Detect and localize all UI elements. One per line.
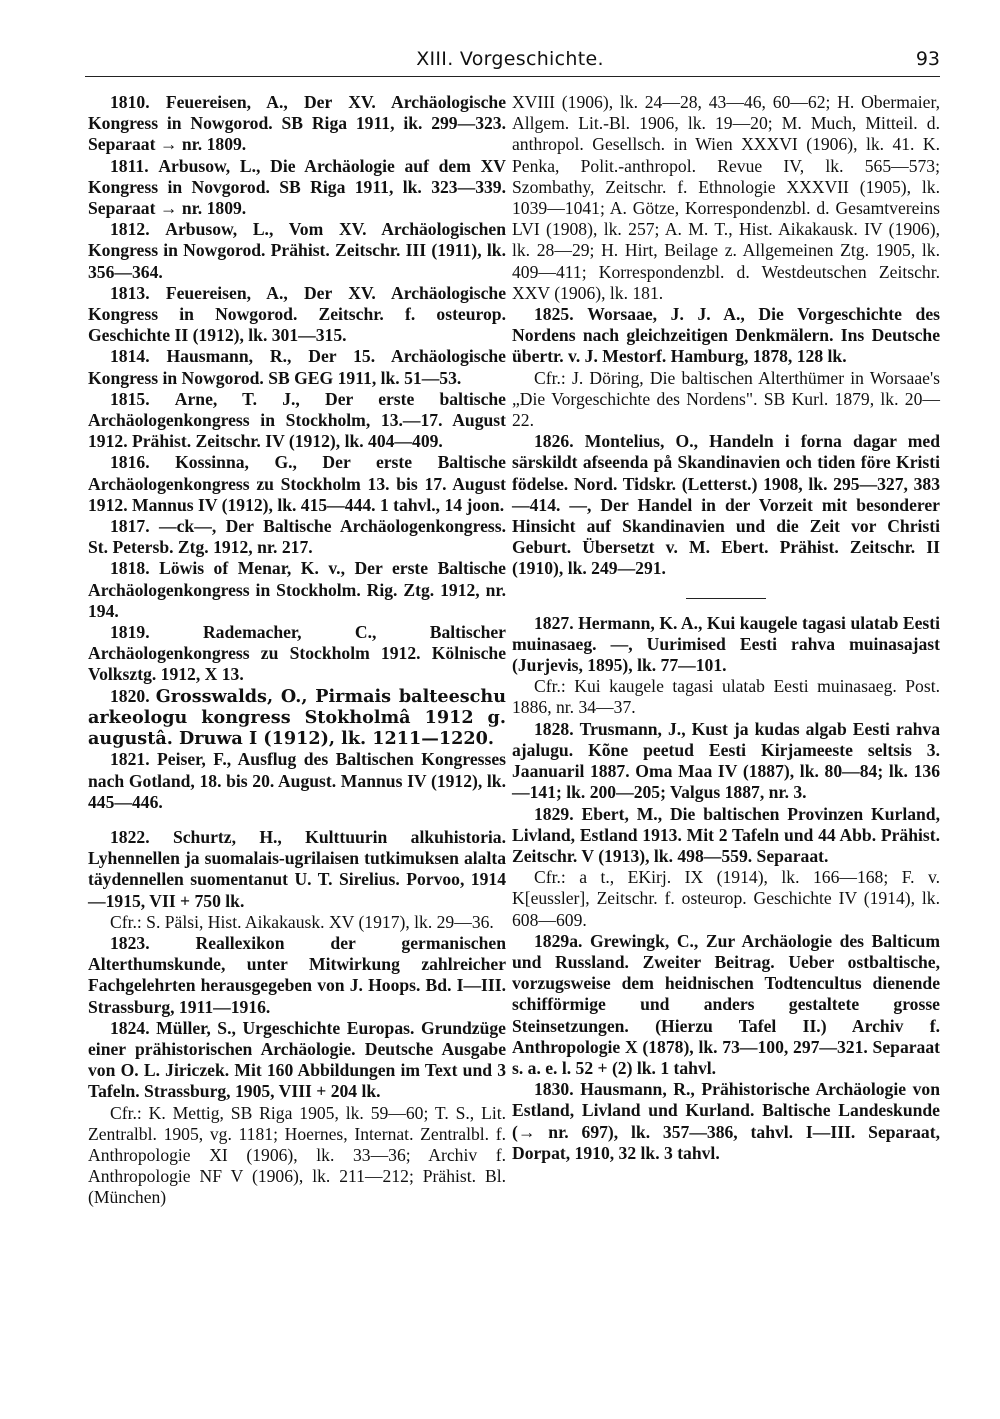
- entry-text: Feuereisen, A., Der XV. Archäologische Kongress in Nowgorod. SB Riga 1911, ik. 299—323. Separaat → nr. 1809.: [88, 92, 506, 155]
- bibliography-entry: [88, 933, 506, 1018]
- entry-number: 1823.: [110, 932, 150, 953]
- entry-number: 1824.: [110, 1017, 150, 1038]
- bibliography-entry: [512, 804, 940, 931]
- entry-number: 1825.: [534, 304, 574, 325]
- entry-number: 1829.: [534, 803, 574, 824]
- bibliography-entry: [88, 346, 506, 388]
- bibliography-entry: [512, 719, 940, 804]
- entry-text: Grosswalds, O., Pirmais balteeschu arkeologu kongress Stokholmâ 1912 g. augustâ. Druwa I (1912), lk. 1211—1220.: [88, 685, 506, 750]
- bibliography-entry: [88, 558, 506, 622]
- entry-text: Reallexikon der germanischen Alterthumskunde, unter Mitwirkung zahlreicher Fachgelehrten herausgegeben von J. Hoops. Bd. I—III. Strassburg, 1911—1916.: [88, 932, 506, 1017]
- entry-text: Löwis of Menar, K. v., Der erste Baltische Archäologenkongress in Stockholm. Rig. Ztg. 1912, nr. 194.: [88, 558, 506, 621]
- entry-number: 1827.: [534, 612, 574, 633]
- entry-number: 1816.: [110, 452, 150, 473]
- entry-number: 1813.: [110, 282, 150, 303]
- bibliography-entry: [512, 1079, 940, 1164]
- entry-text: Kossinna, G., Der erste Baltische Archäologenkongress zu Stockholm 13. bis 17. August 1912. Mannus IV (1912), lk. 415—444. 1 tahvl., 14 joon.: [88, 452, 506, 515]
- bibliography-entry: [512, 304, 940, 431]
- bibliography-entry: [88, 749, 506, 813]
- page-number: 93: [915, 48, 940, 70]
- entry-text: Rademacher, C., Baltischer Archäologenkongress zu Stockholm 1912. Kölnische Volksztg. 1912, X 13.: [88, 622, 506, 685]
- entry-number: 1817.: [110, 516, 150, 537]
- entry-text: Peiser, F., Ausflug des Baltischen Kongresses nach Gotland, 18. bis 20. August. Mannus IV (1912), lk. 445—446.: [88, 749, 506, 812]
- entry-number: 1821.: [110, 749, 150, 770]
- entry-number: 1829a.: [534, 930, 583, 951]
- entry-text: Arne, T. J., Der erste baltische Archäologenkongress in Stockholm, 13.—17. August 1912. Prähist. Zeitschr. IV (1912), lk. 404—409.: [88, 388, 506, 452]
- entry-text: Worsaae, J. J. A., Die Vorgeschichte des Nordens nach gleichzeitigen Denkmälern. Ins Deutsche übertr. v. J. Mestorf. Hamburg, 1878, 128 lk.: [512, 304, 941, 367]
- entry-number: 1818.: [110, 558, 150, 579]
- header-rule: [85, 76, 940, 77]
- entry-number: 1826.: [534, 431, 574, 452]
- entry-text: Ebert, M., Die baltischen Provinzen Kurland, Livland, Estland 1913. Mit 2 Tafeln und 44 Abb. Prähist. Zeitschr. V (1913), lk. 498—559. Separaat.: [512, 803, 940, 866]
- bibliography-entry: [88, 389, 506, 453]
- entry-text: Arbusow, L., Vom XV. Archäologischen Kongress in Nowgorod. Prähist. Zeitschr. III (1911), lk. 356—364.: [88, 219, 506, 282]
- entry-text: Grewingk, C., Zur Archäologie des Balticum und Russland. Zweiter Beitrag. Ueber ostbaltische, vorzugsweise dem heidnischen Todtencultus dienende schifförmige und anders gestaltete grosse Steinsetzungen. (Hierzu Tafel II.) Archiv f. Anthropologie X (1878), lk. 73—100, 297—321. Separaat s. a. e. l. 52 + (2) lk. 1 tahvl.: [512, 930, 940, 1078]
- entry-text: Trusmann, J., Kust ja kudas algab Eesti rahva ajalugu. Kõne peetud Eesti Kirjameeste seltsis 3. Jaanuaril 1887. Oma Maa IV (1887), lk. 80—84; lk. 136—141; lk. 200—205; Valgus 1887, nr. 3.: [512, 718, 940, 803]
- entry-cross-reference: Cfr.: J. Döring, Die baltischen Alterthümer in Worsaae's „Die Vorgeschichte des Nordens". SB Kurl. 1879, lk. 20—22.: [512, 367, 940, 431]
- entry-cross-reference: Cfr.: K. Mettig, SB Riga 1905, lk. 59—60; T. S., Lit. Zentralbl. 1905, vg. 1181; Hoernes, Internat. Zentralbl. f. Anthropologie XI (1906), lk. 33—36; Archiv f. Anthropologie NF V (1906), lk. 211—212; Prähist. Bl. (München): [88, 1102, 506, 1208]
- entry-text: Arbusow, L., Die Archäologie auf dem XV Kongress in Novgorod. SB Riga 1911, lk. 323—339. Separaat → nr. 1809.: [88, 155, 506, 219]
- entry-number: 1815.: [110, 388, 150, 409]
- entry-number: 1810.: [110, 92, 150, 112]
- entry-text: Müller, S., Urgeschichte Europas. Grundzüge einer prähistorischen Archäologie. Deutsche Ausgabe von O. L. Jiriczek. Mit 160 Abbildungen im Text und 3 Tafeln. Strassburg, 1905, VIII + 204 lk.: [88, 1017, 506, 1102]
- entry-text: Montelius, O., Handeln i forna dagar med särskildt afseenda på Skandinavien och tiden före Kristi födelse. Nord. Tidskr. (Letterst.) 1908, lk. 295—327, 383—414. —, Der Handel in der Vorzeit mit besonderer Hinsicht auf Skandinavien und die Zeit vor Christi Geburt. Übersetzt v. M. Ebert. Prähist. Zeitschr. II (1910), lk. 249—291.: [512, 431, 940, 579]
- bibliography-entry: [88, 686, 506, 750]
- entry-cross-reference: Cfr.: a t., EKirj. IX (1914), lk. 166—168; F. v. K[eussler], Zeitschr. f. osteurop. Geschichte IV (1914), lk. 608—609.: [512, 867, 940, 930]
- entry-number: 1828.: [534, 718, 574, 739]
- bibliography-entry: [512, 613, 940, 719]
- right-column: [512, 92, 940, 1164]
- bibliography-entry: [88, 516, 506, 558]
- section-divider: [686, 598, 766, 599]
- bibliography-entry: [88, 156, 506, 220]
- entry-text: Hausmann, R., Prähistorische Archäologie von Estland, Livland und Kurland. Baltische Landeskunde (→ nr. 697), lk. 357—386, tahvl. I—III. Separaat, Dorpat, 1910, 32 lk. 3 tahvl.: [512, 1079, 941, 1163]
- entry-number: 1812.: [110, 219, 150, 240]
- bibliography-entry: [88, 827, 506, 933]
- entry-text: Feuereisen, A., Der XV. Archäologische Kongress in Nowgorod. Zeitschr. f. osteurop. Geschichte II (1912), lk. 301—315.: [88, 282, 506, 346]
- left-column: [88, 92, 506, 1209]
- bibliography-entry: [512, 931, 940, 1079]
- entry-text: Schurtz, H., Kulttuurin alkuhistoria. Lyhennellen ja suomalais-ugrilaisen tutkimuksen alalta täydennellen suomentanut U. T. Sirelius. Porvoo, 1914—1915, VII + 750 lk.: [88, 826, 506, 911]
- entry-gap: [88, 813, 506, 827]
- bibliography-entry: [88, 92, 506, 156]
- bibliography-entry: [512, 431, 940, 579]
- entry-text: —ck—, Der Baltische Archäologenkongress. St. Petersb. Ztg. 1912, nr. 217.: [88, 516, 506, 558]
- entry-text: Hausmann, R., Der 15. Archäologische Kongress in Nowgorod. SB GEG 1911, lk. 51—53.: [88, 346, 506, 388]
- entry-cross-reference: Cfr.: S. Pälsi, Hist. Aikakausk. XV (1917), lk. 29—36.: [110, 911, 494, 932]
- entry-number: 1830.: [534, 1079, 574, 1100]
- bibliography-entry: [88, 452, 506, 516]
- entry-number: 1814.: [110, 346, 150, 367]
- entry-number: 1820.: [110, 685, 150, 706]
- bibliography-entry: [88, 283, 506, 347]
- chapter-title: XIII. Vorgeschichte.: [416, 48, 604, 70]
- entry-text: Hermann, K. A., Kui kaugele tagasi ulatab Eesti muinasaeg. —, Uurimised Eesti rahva muinasajast (Jurjevis, 1895), lk. 77—101.: [512, 612, 940, 676]
- entry-number: 1819.: [110, 622, 150, 643]
- bibliography-entry: [88, 219, 506, 283]
- entry-number: 1811.: [110, 155, 149, 176]
- bibliography-entry: [88, 1018, 506, 1209]
- entry-number: 1822.: [110, 826, 150, 847]
- bibliography-entry: [88, 622, 506, 686]
- continuation-text: XVIII (1906), lk. 24—28, 43—46, 60—62; H. Obermaier, Allgem. Lit.-Bl. 1906, lk. 19—20; M. Much, Mitteil. d. anthropol. Gesellsch. in Wien XXXVI (1906), lk. 41. K. Penka, Polit.-anthropol. Revue IV, lk. 565—573; Szombathy, Zeitschr. f. Ethnologie XXXVII (1905), lk. 1039—1041; A. Götze, Korrespondenzbl. d. Gesamtvereins LVI (1908), lk. 257; A. M. T., Hist. Aikakausk. IV (1906), lk. 28—29; H. Hirt, Beilage z. Allgemeinen Ztg. 1905, lk. 409—411; Korrespondenzbl. d. Westdeutschen Zeitschr. XXV (1906), lk. 181.: [512, 92, 940, 303]
- entry-cross-reference: Cfr.: Kui kaugele tagasi ulatab Eesti muinasaeg. Post. 1886, nr. 34—37.: [512, 676, 940, 718]
